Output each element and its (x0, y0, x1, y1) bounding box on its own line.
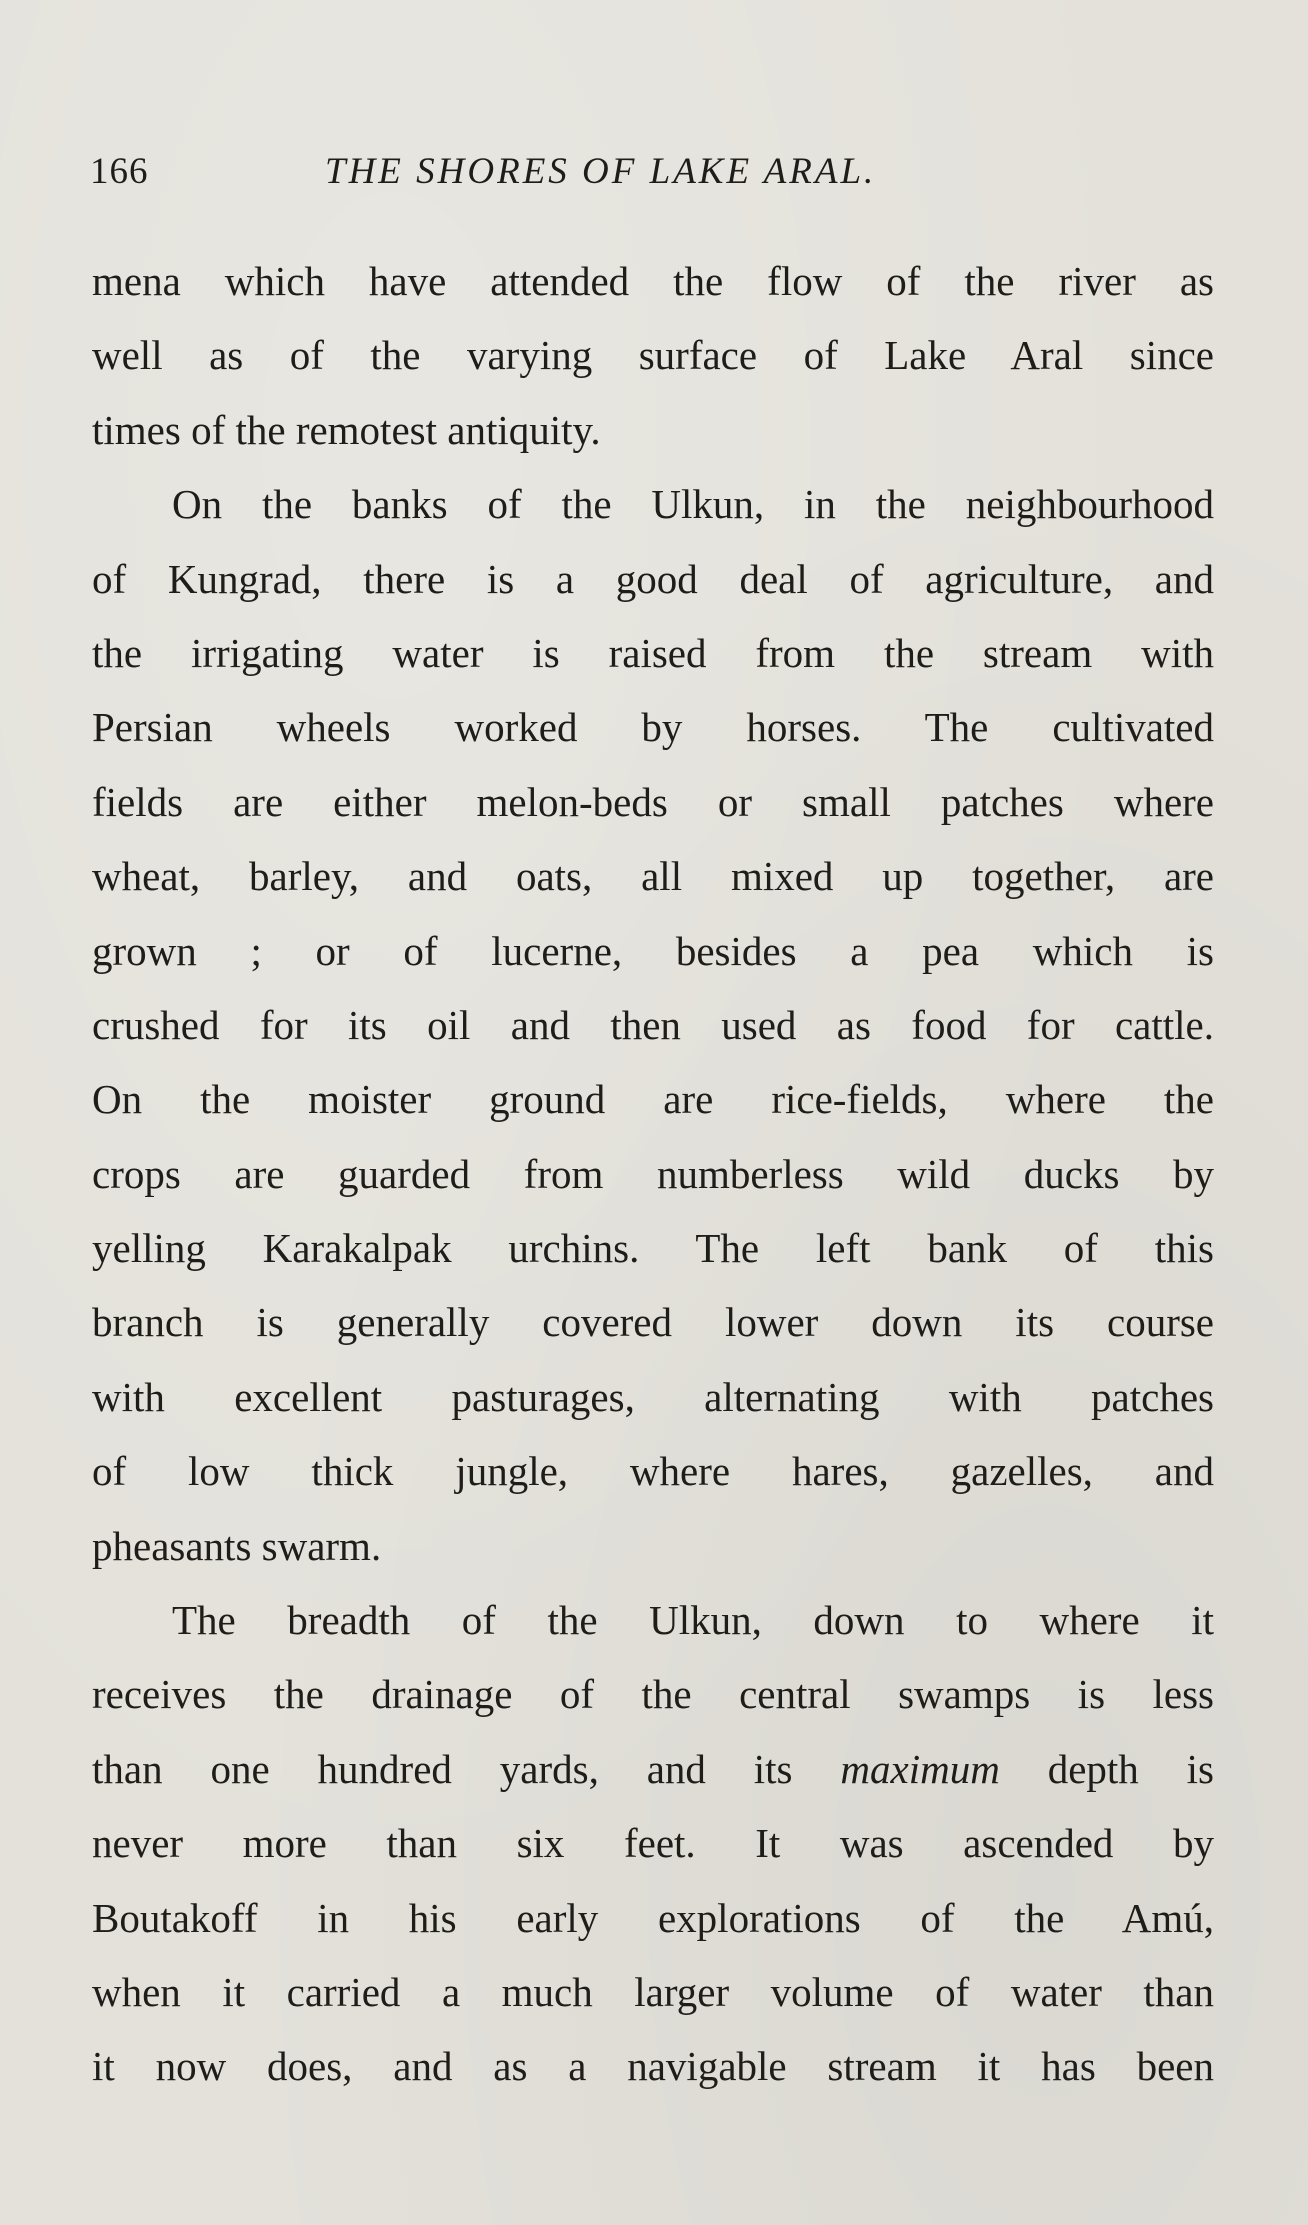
text-line: On the moister ground are rice-fields, where the (92, 1076, 1214, 1123)
text-segment: depth is (999, 1745, 1214, 1792)
text-line: yelling Karakalpak urchins. The left bank of this (92, 1225, 1214, 1272)
text-line: of low thick jungle, where hares, gazelles, and (92, 1448, 1214, 1495)
text-line: with excellent pasturages, alternating with patches (92, 1373, 1214, 1420)
text-line: it now does, and as a navigable stream it has been (92, 2043, 1214, 2090)
paragraph-first-line: The breadth of the Ulkun, down to where it (172, 1597, 1214, 1644)
text-segment: than one hundred yards, and its (92, 1745, 841, 1792)
text-line: receives the drainage of the central swamps is less (92, 1671, 1214, 1718)
text-line: when it carried a much larger volume of water than (92, 1968, 1214, 2015)
text-line: mena which have attended the flow of the river as (92, 258, 1214, 304)
text-line: never more than six feet. It was ascended by (92, 1820, 1214, 1867)
text-line: the irrigating water is raised from the stream with (92, 629, 1214, 676)
text-line: of Kungrad, there is a good deal of agriculture, and (92, 555, 1214, 602)
text-line: well as of the varying surface of Lake Aral since (92, 332, 1214, 379)
text-line: Boutakoff in his early explorations of the Amú, (92, 1894, 1214, 1941)
text-line: fields are either melon-beds or small patches where (92, 778, 1214, 825)
text-line: crops are guarded from numberless wild ducks by (92, 1150, 1214, 1197)
text-line: times of the remotest antiquity. (92, 406, 601, 453)
text-line: crushed for its oil and then used as food for cattle. (92, 1001, 1214, 1048)
text-line: Persian wheels worked by horses. The cultivated (92, 704, 1214, 751)
italic-term: maximum (840, 1745, 1000, 1792)
text-line: pheasants swarm. (92, 1522, 382, 1569)
text-line: grown ; or of lucerne, besides a pea which is (92, 927, 1214, 974)
paragraph-first-line: On the banks of the Ulkun, in the neighbourhood (172, 481, 1214, 528)
page-number: 166 (90, 151, 149, 192)
running-title: THE SHORES OF LAKE ARAL. (325, 151, 877, 192)
running-head (90, 150, 1220, 200)
text-line: wheat, barley, and oats, all mixed up together, are (92, 853, 1214, 900)
body-text (92, 244, 1214, 2104)
text-line (92, 1732, 1214, 1806)
text-line: branch is generally covered lower down its course (92, 1299, 1214, 1346)
